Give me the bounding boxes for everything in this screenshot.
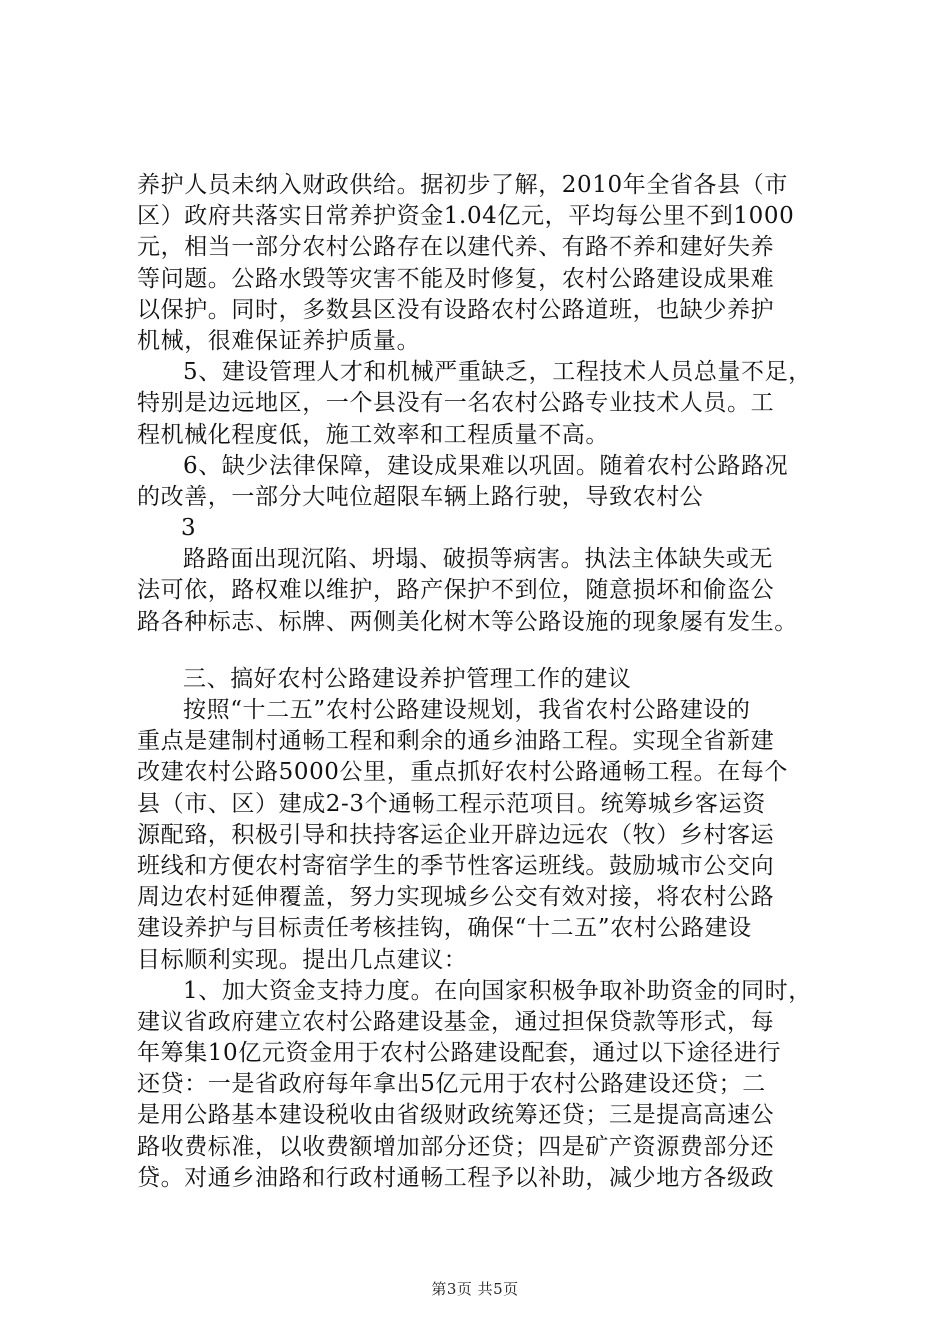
page-number-label: 第3页 共5页 <box>431 1280 519 1298</box>
text-line: 改建农村公路5000公里，重点抓好农村公路通畅工程。在每个 <box>137 759 788 786</box>
text-line: 机械，很难保证养护质量。 <box>137 327 421 354</box>
text-line: 源配臵，积极引导和扶持客运企业开辟边远农（牧）乡村客运 <box>137 821 775 848</box>
text-line: 还贷：一是省政府每年拿出5亿元用于农村公路建设还贷；二 <box>137 1071 766 1098</box>
paragraph-start-line: 6、缺少法律保障，建设成果难以巩固。随着农村公路路况 <box>183 452 789 479</box>
section-heading: 三、搞好农村公路建设养护管理工作的建议 <box>183 665 632 692</box>
text-line: 班线和方便农村寄宿学生的季节性客运班线。鼓励城市公交向 <box>137 852 775 879</box>
text-line: 等问题。公路水毁等灾害不能及时修复，农村公路建设成果难 <box>137 265 775 292</box>
text-line: 建议省政府建立农村公路建设基金，通过担保贷款等形式，每 <box>137 1008 775 1035</box>
text-line: 是用公路基本建设税收由省级财政统筹还贷；三是提高高速公 <box>137 1102 775 1129</box>
section-gap <box>137 638 849 664</box>
paragraph-start-line: 5、建设管理人才和机械严重缺乏，工程技术人员总量不足， <box>183 359 812 386</box>
text-line: 年筹集10亿元资金用于农村公路建设配套，通过以下途径进行 <box>137 1040 782 1067</box>
page-footer <box>0 1278 950 1299</box>
text-line: 路各种标志、标牌、两侧美化树木等公路设施的现象屡有发生。 <box>137 608 798 635</box>
text-line: 养护人员未纳入财政供给。据初步了解，2010年全省各县（市 <box>137 172 788 198</box>
text-line: 目标顺利实现。提出几点建议： <box>137 946 468 973</box>
text-line: 县（市、区）建成2-3个通畅工程示范项目。统筹城乡客运资 <box>137 790 766 817</box>
paragraph-start-line: 按照“十二五”农村公路建设规划，我省农村公路建设的 <box>183 697 751 723</box>
text-line: 法可依，路权难以维护，路产保护不到位，随意损坏和偷盗公 <box>137 577 775 604</box>
paragraph-start-line: 1、加大资金支持力度。在向国家积极争取补助资金的同时， <box>183 977 812 1004</box>
text-line: 重点是建制村通畅工程和剩余的通乡油路工程。实现全省新建 <box>137 728 775 755</box>
text-line: 建设养护与目标责任考核挂钩，确保“十二五”农村公路建设 <box>137 915 752 942</box>
document-body <box>137 170 849 1194</box>
text-line: 周边农村延伸覆盖，努力实现城乡公交有效对接，将农村公路 <box>137 884 775 911</box>
text-line: 贷。对通乡油路和行政村通畅工程予以补助，减少地方各级政 <box>137 1164 775 1191</box>
text-line: 元，相当一部分农村公路存在以建代养、有路不养和建好失养 <box>137 234 775 261</box>
paragraph-start-line: 路路面出现沉陷、坍塌、破损等病害。执法主体缺失或无 <box>183 546 773 573</box>
text-line: 路收费标准，以收费额增加部分还贷；四是矿产资源费部分还 <box>137 1133 775 1160</box>
text-line: 的改善，一部分大吨位超限车辆上路行驶，导致农村公 <box>137 483 704 510</box>
text-line: 以保护。同时，多数县区没有设路农村公路道班，也缺少养护 <box>137 296 775 323</box>
text-line: 特别是边远地区，一个县没有一名农村公路专业技术人员。工 <box>137 390 775 417</box>
text-line: 区）政府共落实日常养护资金1.04亿元，平均每公里不到1000 <box>137 203 795 230</box>
text-line: 程机械化程度低，施工效率和工程质量不高。 <box>137 421 609 448</box>
inline-page-number: 3 <box>181 515 197 542</box>
